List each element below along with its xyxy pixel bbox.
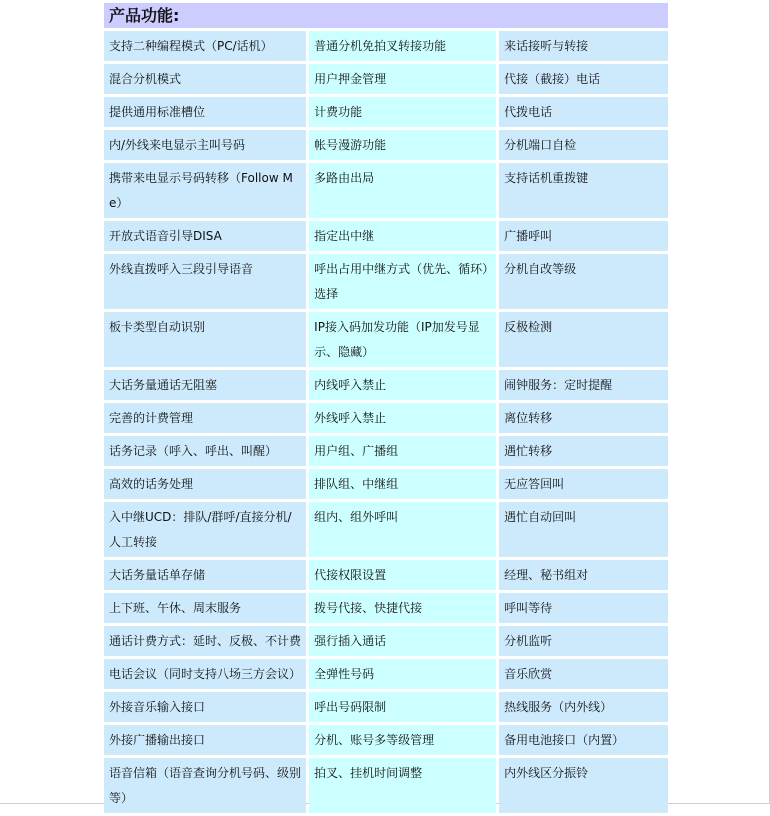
- feature-cell: 遇忙转移: [499, 436, 668, 466]
- feature-cell: 代拨电话: [499, 97, 668, 127]
- feature-cell: 无应答回叫: [499, 469, 668, 499]
- feature-cell: 普通分机免拍叉转接功能: [309, 31, 496, 61]
- feature-cell: 通话计费方式：延时、反极、不计费: [104, 626, 306, 656]
- feature-table: [101, 28, 671, 816]
- feature-cell: 外线呼入禁止: [309, 403, 496, 433]
- feature-cell: 大话务量通话无阻塞: [104, 370, 306, 400]
- table-row: [104, 254, 668, 309]
- feature-cell: 指定出中继: [309, 221, 496, 251]
- feature-cell: IP接入码加发功能（IP加发号显示、隐藏）: [309, 312, 496, 367]
- feature-cell: 分机监听: [499, 626, 668, 656]
- table-row: [104, 758, 668, 813]
- feature-cell: 热线服务（内外线）: [499, 692, 668, 722]
- feature-cell: 来话接听与转接: [499, 31, 668, 61]
- feature-cell: 支持话机重拨键: [499, 163, 668, 218]
- section-title: 产品功能:: [104, 3, 668, 28]
- feature-cell: 内线呼入禁止: [309, 370, 496, 400]
- table-row: [104, 725, 668, 755]
- feature-cell: 内外线区分振铃: [499, 758, 668, 813]
- feature-cell: 强行插入通话: [309, 626, 496, 656]
- feature-cell: 呼出占用中继方式（优先、循环）选择: [309, 254, 496, 309]
- feature-cell: 外线直拨呼入三段引导语音: [104, 254, 306, 309]
- feature-cell: 计费功能: [309, 97, 496, 127]
- table-row: [104, 312, 668, 367]
- feature-cell: 提供通用标准槽位: [104, 97, 306, 127]
- table-row: [104, 502, 668, 557]
- feature-cell: 闹钟服务：定时提醒: [499, 370, 668, 400]
- table-row: [104, 403, 668, 433]
- feature-cell: 代接权限设置: [309, 560, 496, 590]
- table-row: [104, 436, 668, 466]
- feature-cell: 完善的计费管理: [104, 403, 306, 433]
- feature-cell: 分机自改等级: [499, 254, 668, 309]
- feature-cell: 支持二种编程模式（PC/话机）: [104, 31, 306, 61]
- feature-cell: 开放式语音引导DISA: [104, 221, 306, 251]
- feature-cell: 代接（截接）电话: [499, 64, 668, 94]
- feature-cell: 外接广播输出接口: [104, 725, 306, 755]
- feature-cell: 混合分机模式: [104, 64, 306, 94]
- feature-cell: 排队组、中继组: [309, 469, 496, 499]
- table-row: [104, 64, 668, 94]
- feature-cell: 组内、组外呼叫: [309, 502, 496, 557]
- feature-cell: 反极检测: [499, 312, 668, 367]
- table-row: [104, 370, 668, 400]
- feature-cell: 用户组、广播组: [309, 436, 496, 466]
- feature-cell: 大话务量话单存储: [104, 560, 306, 590]
- feature-cell: 用户押金管理: [309, 64, 496, 94]
- feature-cell: 上下班、午休、周末服务: [104, 593, 306, 623]
- feature-cell: 话务记录（呼入、呼出、叫醒）: [104, 436, 306, 466]
- feature-cell: 分机、账号多等级管理: [309, 725, 496, 755]
- feature-section: [104, 3, 668, 816]
- table-row: [104, 659, 668, 689]
- table-row: [104, 593, 668, 623]
- table-row: [104, 221, 668, 251]
- table-row: [104, 163, 668, 218]
- feature-cell: 呼叫等待: [499, 593, 668, 623]
- feature-cell: 离位转移: [499, 403, 668, 433]
- feature-cell: 外接音乐输入接口: [104, 692, 306, 722]
- feature-table-body: [104, 31, 668, 813]
- table-row: [104, 31, 668, 61]
- table-row: [104, 130, 668, 160]
- feature-cell: 高效的话务处理: [104, 469, 306, 499]
- feature-cell: 分机端口自检: [499, 130, 668, 160]
- feature-cell: 拍叉、挂机时间调整: [309, 758, 496, 813]
- feature-cell: 拨号代接、快捷代接: [309, 593, 496, 623]
- feature-cell: 全弹性号码: [309, 659, 496, 689]
- feature-cell: 携带来电显示号码转移（Follow Me）: [104, 163, 306, 218]
- feature-cell: 遇忙自动回叫: [499, 502, 668, 557]
- feature-cell: 内/外线来电显示主叫号码: [104, 130, 306, 160]
- table-row: [104, 97, 668, 127]
- feature-cell: 呼出号码限制: [309, 692, 496, 722]
- feature-cell: 广播呼叫: [499, 221, 668, 251]
- feature-cell: 电话会议（同时支持八场三方会议）: [104, 659, 306, 689]
- feature-cell: 多路由出局: [309, 163, 496, 218]
- table-row: [104, 692, 668, 722]
- feature-cell: 帐号漫游功能: [309, 130, 496, 160]
- feature-cell: 经理、秘书组对: [499, 560, 668, 590]
- feature-cell: 入中继UCD：排队/群呼/直接分机/人工转接: [104, 502, 306, 557]
- feature-cell: 板卡类型自动识别: [104, 312, 306, 367]
- table-row: [104, 560, 668, 590]
- table-row: [104, 626, 668, 656]
- feature-cell: 备用电池接口（内置）: [499, 725, 668, 755]
- feature-cell: 音乐欣赏: [499, 659, 668, 689]
- feature-cell: 语音信箱（语音查询分机号码、级别等）: [104, 758, 306, 813]
- table-row: [104, 469, 668, 499]
